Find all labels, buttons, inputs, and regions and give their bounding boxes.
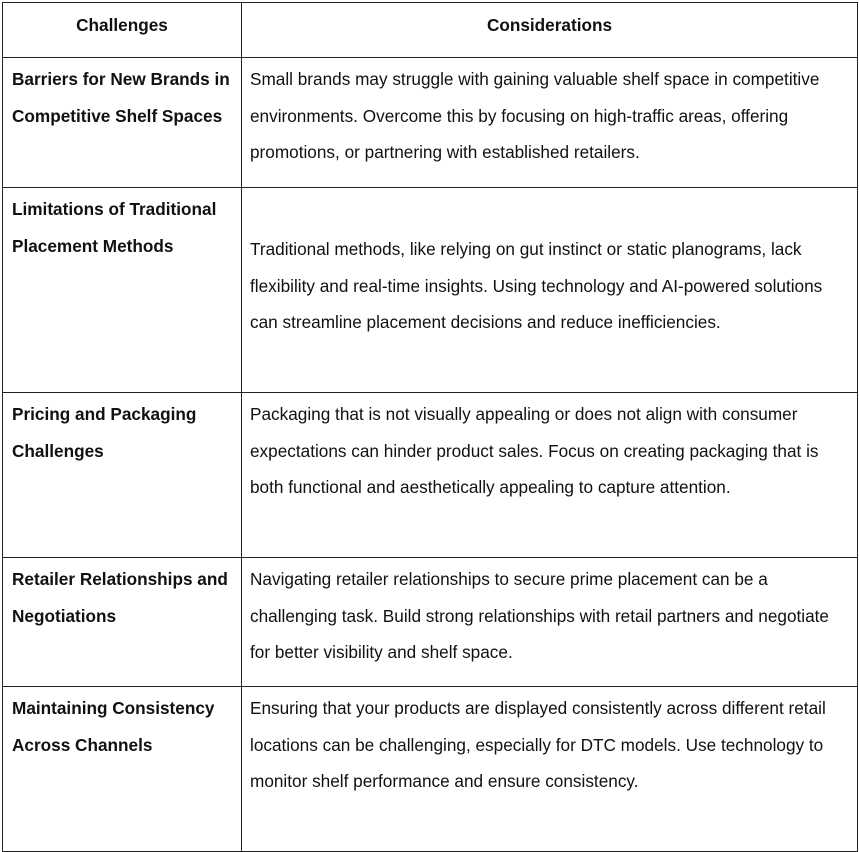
- challenge-cell: Barriers for New Brands in Competitive Shelf Spaces: [3, 58, 242, 188]
- consideration-cell: Packaging that is not visually appealing or does not align with consumer expectations can hinder product sales. Focus on creating packaging that is both functional and aesthetically appealing to capture attention.: [242, 393, 858, 558]
- challenge-cell: Limitations of Traditional Placement Methods: [3, 188, 242, 393]
- header-row: [3, 3, 858, 58]
- challenge-cell: Maintaining Consistency Across Channels: [3, 687, 242, 852]
- header-considerations: Considerations: [242, 3, 858, 58]
- consideration-cell: Ensuring that your products are displayed consistently across different retail locations can be challenging, especially for DTC models. Use technology to monitor shelf performance and ensure consistency.: [242, 687, 858, 852]
- challenges-table: [2, 2, 858, 852]
- table-row: [3, 58, 858, 188]
- consideration-cell: Traditional methods, like relying on gut instinct or static planograms, lack flexibility and real-time insights. Using technology and AI-powered solutions can streamline placement decisions and reduce inefficiencies.: [242, 188, 858, 393]
- consideration-cell: Small brands may struggle with gaining valuable shelf space in competitive environments. Overcome this by focusing on high-traffic areas, offering promotions, or partnering with established retailers.: [242, 58, 858, 188]
- challenge-cell: Retailer Relationships and Negotiations: [3, 558, 242, 687]
- table-row: [3, 188, 858, 393]
- table-row: [3, 687, 858, 852]
- table-row: [3, 393, 858, 558]
- table-row: [3, 558, 858, 687]
- challenge-cell: Pricing and Packaging Challenges: [3, 393, 242, 558]
- consideration-cell: Navigating retailer relationships to secure prime placement can be a challenging task. Build strong relationships with retail partners and negotiate for better visibility and shelf space.: [242, 558, 858, 687]
- header-challenges: Challenges: [3, 3, 242, 58]
